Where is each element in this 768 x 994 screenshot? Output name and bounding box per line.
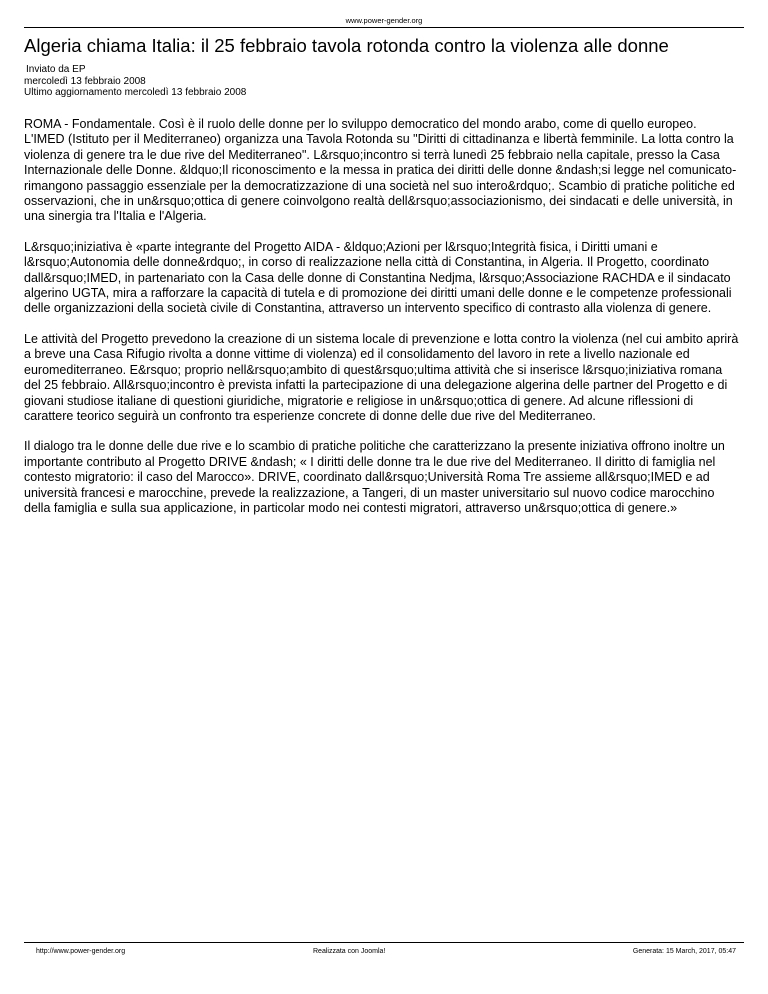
article-paragraph: L&rsquo;iniziativa è «parte integrante del Progetto AIDA - &ldquo;Azioni per l&rsquo;Integrità fisica, i Diritti umani e l&rsquo;Autonomia delle donne&rdquo;, in corso di realizzazione nella città di Constantina, in Algeria. Il Progetto, coordinato dall&rsquo;IMED, in partenariato con la Casa delle donne di Constantina Nedjma, l&rsquo;Associazione RACHDA e il sindacato algerino UGTA, mira a rafforzare la capacità di tutela e di promozione dei diritti umani delle donne e le competenze professionali delle organizzazioni della società civile di Constantina, attraverso un intervento specifico di contrasto alla violenza di genere. [24, 239, 732, 316]
publish-date: mercoledì 13 febbraio 2008 [24, 75, 146, 87]
article-title: Algeria chiama Italia: il 25 febbraio tavola rotonda contro la violenza alle donne [24, 35, 669, 56]
page-footer [36, 947, 736, 957]
article-paragraph: Il dialogo tra le donne delle due rive e lo scambio di pratiche politiche che caratterizzano la presente iniziativa offrono inoltre un importante contributo al Progetto DRIVE &ndash; « I diritti delle donne tra le due rive del Mediterraneo. Il diritto di famiglia nel contesto migratorio: il caso del Marocco». DRIVE, coordinato dall&rsquo;Università Roma Tre assieme all&rsquo;IMED e ad università francesi e marocchine, prevede la realizzazione, a Tangeri, di un master universitario sul nuovo codice marocchino della famiglia e sulla sua applicazione, in particolar modo nei contesti migratori, attraverso un&rsquo;ottica di genere.» [24, 439, 725, 515]
last-updated: Ultimo aggiornamento mercoledì 13 febbraio 2008 [24, 87, 247, 98]
footer-url: http://www.power-gender.org [36, 948, 126, 955]
site-url-header: www.power-gender.org [345, 16, 423, 25]
footer-credit: Realizzata con Joomla! [313, 948, 386, 955]
article-paragraph: ROMA - Fondamentale. Così è il ruolo delle donne per lo sviluppo democratico del mondo arabo, come di quello europeo. L'IMED (Istituto per il Mediterraneo) organizza una Tavola Rotonda su "Diritti di cittadinanza e libertà femminile. La lotta contro la violenza di genere tra le due rive del Mediterraneo". L&rsquo;incontro si terrà lunedì 25 febbraio nella capitale, presso la Casa Internazionale delle Donne. &ldquo;Il riconoscimento e la messa in pratica dei diritti delle donne &ndash;si legge nel comunicato- rimangono passaggio essenziale per la democratizzazione di una società nel suo intero&rdquo;. Scambio di pratiche politiche ed osservazioni, che in un&rsquo;ottica di genere coinvolgono realtà dell&rsquo;associazionismo, dei sindacati e delle università, in una sinergia tra l'Italia e l'Algeria. [24, 117, 737, 224]
article-paragraph: Le attività del Progetto prevedono la creazione di un sistema locale di prevenzione e lotta contro la violenza (nel cui ambito aprirà a breve una Casa Rifugio rivolta a donne vittime di violenza) ed il consolidamento del lavoro in rete a livello nazionale ed euromediterraneo. E&rsquo; proprio nell&rsquo;ambito di quest&rsquo;ultima attività che si inserisce l&rsquo;iniziativa romana del 25 febbraio. All&rsquo;incontro è prevista infatti la partecipazione di una delegazione algerina delle partner del Progetto e di giovani studiose italiane di questioni giuridiche, migratorie e religiose in un&rsquo;ottica di genere. Ad alcune riflessioni di carattere teorico seguirà un confronto tra esperienze concrete di donne delle due rive del Mediterraneo. [24, 331, 739, 423]
article-meta [24, 64, 744, 99]
footer-divider [24, 942, 744, 943]
header-divider [24, 27, 744, 28]
author-line: Inviato da EP [26, 64, 86, 75]
article-body [24, 117, 740, 531]
footer-generated-date: Generata: 15 March, 2017, 05:47 [632, 948, 736, 955]
